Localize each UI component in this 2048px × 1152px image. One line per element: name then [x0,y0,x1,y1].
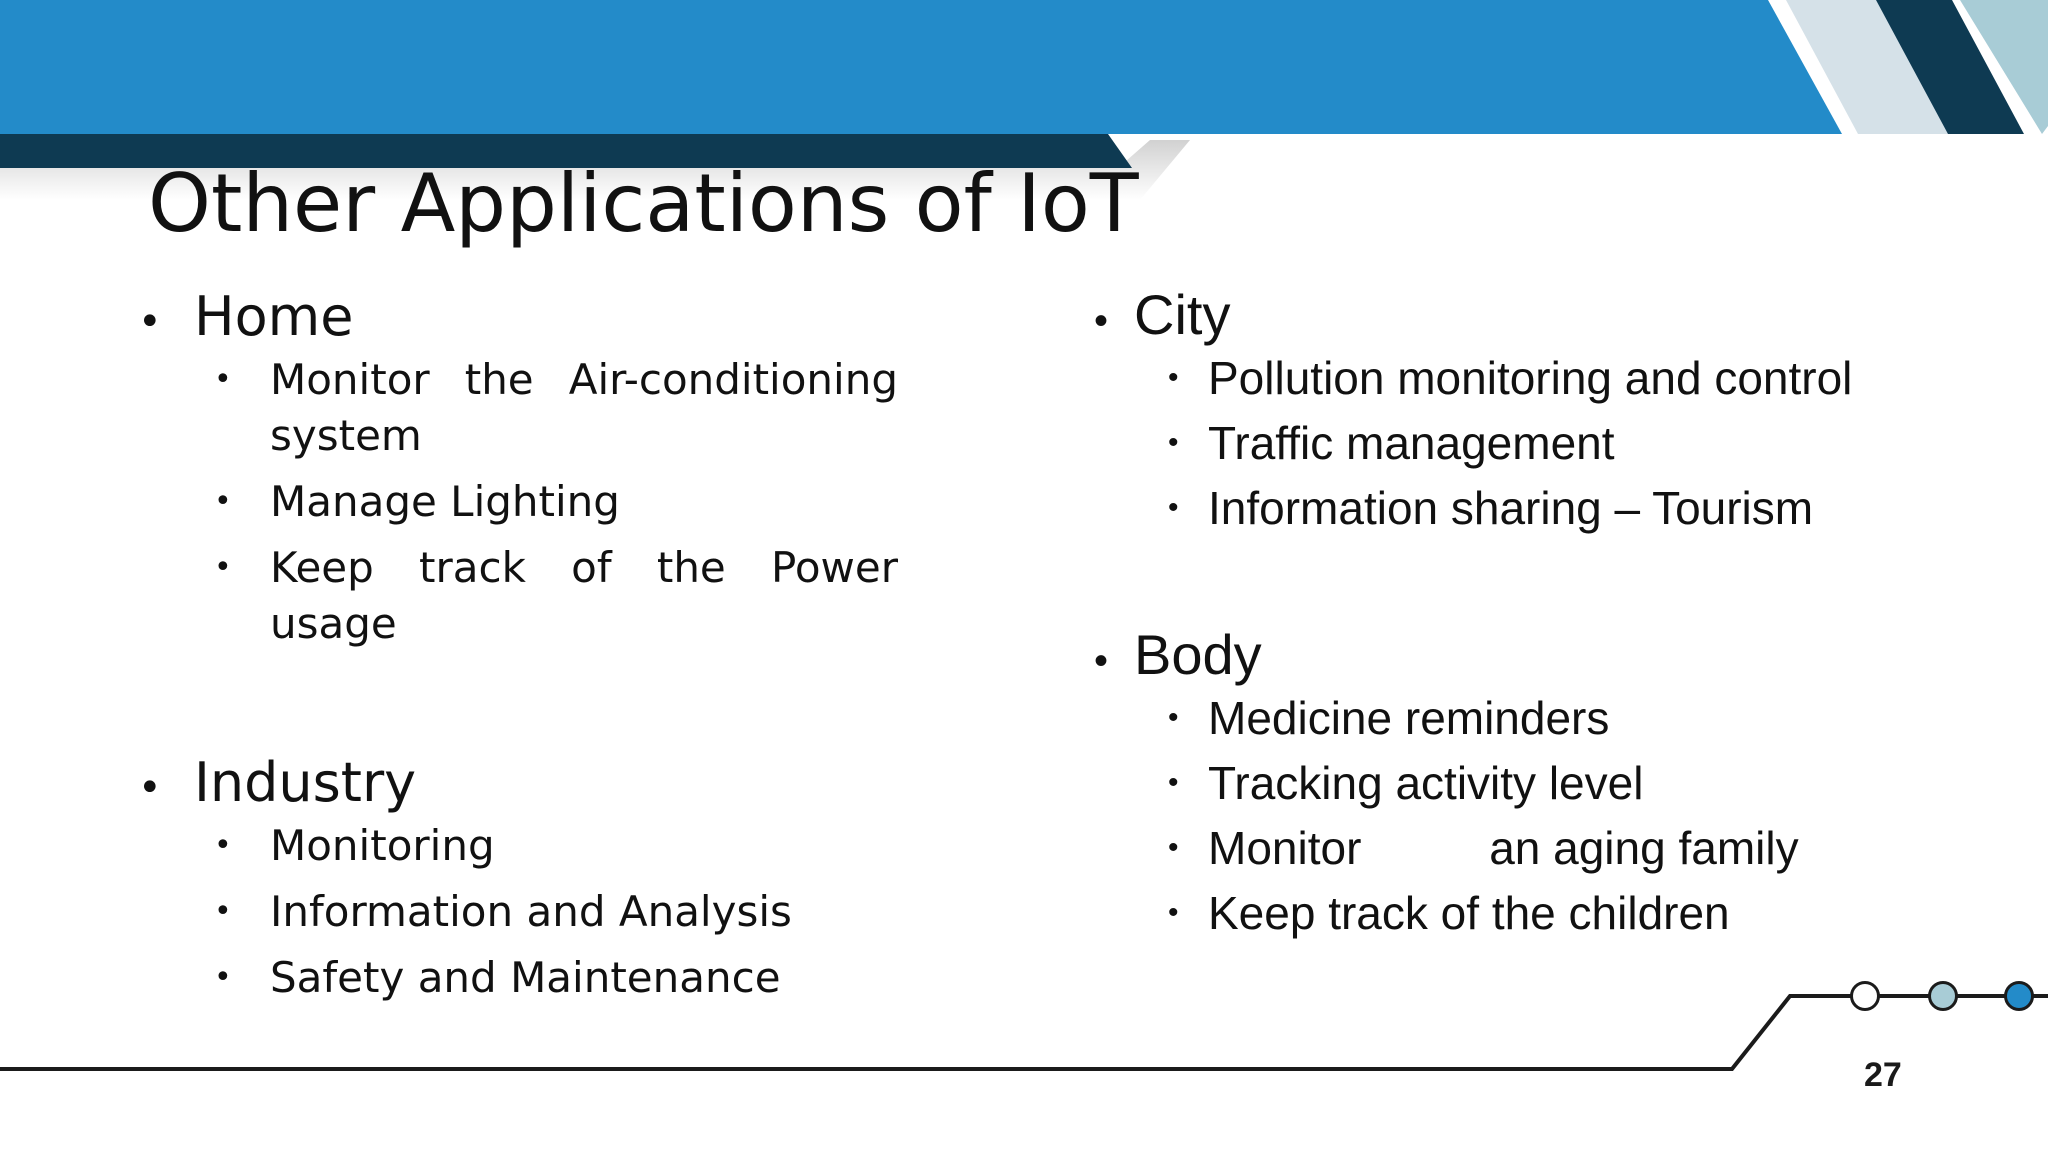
list-item [1168,350,1894,406]
section-title-city: City [1134,283,1231,346]
slide-title: Other Applications of IoT [148,157,1139,250]
list-item-text: Safety and Maintenance [270,953,781,1002]
list-item-text: Medicine reminders [1208,692,1610,744]
footer-dot-blue [2006,983,2033,1010]
bullet-icon: • [214,484,232,519]
bullet-icon: • [214,362,232,397]
list-item [1168,885,1894,941]
list-item-text: Traffic management [1208,417,1615,469]
list-item-text: Pollution monitoring and control [1208,352,1853,404]
bullet-icon: • [138,299,162,345]
section-home [138,284,898,652]
list-item-text: Manage Lighting [270,477,620,526]
list-item-text: Information and Analysis [270,887,792,936]
list-item [1168,755,1894,811]
section-title-industry: Industry [194,751,417,814]
body-items [1094,690,1894,941]
list-item [214,950,898,1006]
city-items [1094,350,1894,536]
list-item-text: Monitoring [270,821,495,870]
list-item-text: Information sharing – Tourism [1208,482,1814,534]
bullet-icon: • [214,960,232,995]
list-item-text: Keep track of the Power usage [270,543,898,648]
section-industry [138,750,898,1006]
right-column [1094,282,1894,950]
list-item [1168,415,1894,471]
bullet-icon: • [1094,299,1109,343]
bullet-icon: • [214,828,232,863]
bullet-icon: • [1168,831,1179,864]
bullet-icon: • [1168,426,1179,459]
page-number: 27 [1864,1056,1902,1094]
bullet-icon: • [1168,701,1179,734]
list-item [1168,480,1894,536]
bullet-icon: • [1168,361,1179,394]
header-blue-band [0,0,1842,134]
section-title-body: Body [1134,623,1262,686]
bullet-icon: • [1168,896,1179,929]
bullet-icon: • [214,894,232,929]
list-item [214,540,898,652]
list-item-text: Tracking activity level [1208,757,1644,809]
bullet-icon: • [138,765,162,811]
bullet-icon: • [1168,491,1179,524]
section-body [1094,622,1894,941]
section-city [1094,282,1894,536]
list-item-text: Monitor the Air-conditioning system [270,355,898,460]
list-item [1168,690,1894,746]
list-item [214,818,898,874]
footer-dot-white [1852,983,1879,1010]
bullet-icon: • [1168,766,1179,799]
industry-items [138,818,898,1006]
list-item [214,474,898,530]
bullet-icon: • [214,550,232,585]
section-title-home: Home [194,285,354,348]
left-column [138,284,898,1016]
list-item [214,884,898,940]
footer-dot-teal [1930,983,1957,1010]
list-item-text: Monitor an aging family [1208,822,1799,874]
bullet-icon: • [1094,639,1109,683]
list-item [1168,820,1894,876]
list-item [214,352,898,464]
list-item-text: Keep track of the children [1208,887,1730,939]
home-items [138,352,898,652]
